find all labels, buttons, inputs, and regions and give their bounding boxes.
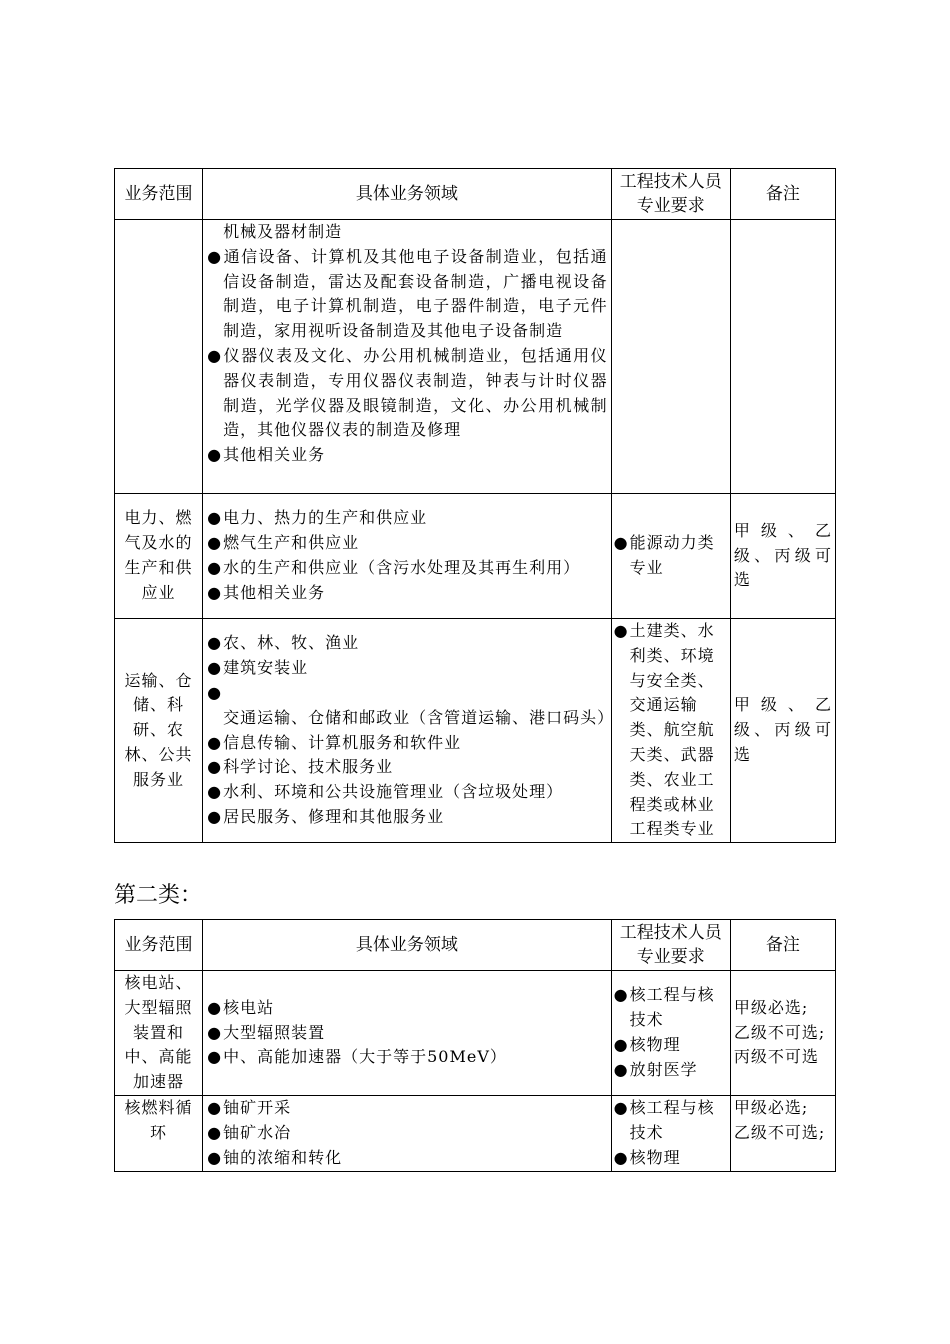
bullet-icon: ● xyxy=(207,1047,223,1067)
section-title: 第二类： xyxy=(114,883,203,908)
bullet-icon: ● xyxy=(613,1098,629,1117)
bullet-icon: ● xyxy=(207,345,223,365)
bullet-icon: ● xyxy=(613,985,629,1005)
table-row xyxy=(115,619,836,843)
note-cell xyxy=(730,220,835,494)
requirement-list xyxy=(614,619,728,842)
bullet-icon: ● xyxy=(207,1022,223,1042)
table-row xyxy=(115,1096,836,1172)
note-cell xyxy=(730,1096,835,1172)
requirement-list xyxy=(614,983,728,1082)
requirement-cell xyxy=(611,220,730,494)
note-cell: 甲级、乙级、丙级可选 xyxy=(730,619,835,843)
field-cell xyxy=(203,619,615,843)
list-item: ●燃气生产和供应业 xyxy=(207,531,608,556)
list-item: ●放射医学 xyxy=(614,1058,728,1083)
note-line: 丙级不可选 xyxy=(733,1047,819,1067)
note-line: 甲级必选; xyxy=(733,997,809,1017)
field-list xyxy=(207,245,608,468)
table-header-row xyxy=(115,920,836,971)
bullet-icon: ● xyxy=(207,682,223,702)
requirement-cell xyxy=(611,1096,730,1172)
list-item: ●核物理 xyxy=(614,1033,728,1058)
requirement-cell xyxy=(611,971,730,1096)
field-cell xyxy=(203,494,612,619)
list-item: ●铀的浓缩和转化 xyxy=(207,1146,608,1171)
bullet-icon: ● xyxy=(207,1122,223,1142)
field-cell xyxy=(203,971,612,1096)
note-line: 甲级必选; xyxy=(733,1098,809,1117)
list-item: ●铀矿水冶 xyxy=(207,1121,608,1146)
bullet-icon: ● xyxy=(207,508,223,528)
field-cell xyxy=(203,220,612,494)
list-item: ●水利、环境和公共设施管理业（含垃圾处理） xyxy=(207,780,608,805)
bullet-icon: ● xyxy=(613,1035,629,1054)
list-item: ●核工程与核技术 xyxy=(613,1098,715,1142)
header-field: 具体业务领域 xyxy=(203,920,612,971)
requirement-list xyxy=(614,531,728,581)
bullet-icon: ● xyxy=(207,1098,223,1117)
bullet-icon: ● xyxy=(207,658,223,678)
list-item: ●土建类、水利类、环境与安全类、交通运输类、航空航天类、武器类、农业工程类或林业工程类专业 xyxy=(613,621,715,839)
table-row xyxy=(115,971,836,1096)
bullet-icon: ● xyxy=(207,782,223,802)
header-requirement xyxy=(611,169,730,220)
bullet-icon: ● xyxy=(613,1059,629,1079)
bullet-icon: ● xyxy=(613,621,629,640)
list-item: ●电力、热力的生产和供应业 xyxy=(207,506,608,531)
list-item: ●科学讨论、技术服务业 xyxy=(207,755,608,780)
bullet-icon: ● xyxy=(207,246,223,266)
table-category-1 xyxy=(114,168,836,843)
list-item: ●大型辐照装置 xyxy=(207,1021,608,1046)
table-header-row xyxy=(115,169,836,220)
bullet-icon: ● xyxy=(207,558,223,577)
bullet-icon: ● xyxy=(207,582,223,602)
list-item: ●水的生产和供应业（含污水处理及其再生利用） xyxy=(207,556,608,581)
bullet-icon: ● xyxy=(207,757,223,777)
header-field: 具体业务领域 xyxy=(203,169,612,220)
field-list xyxy=(207,631,615,829)
header-note: 备注 xyxy=(730,169,835,220)
header-requirement-line1: 工程技术人员 xyxy=(619,923,722,943)
scope-cell: 电力、燃气及水的生产和供应业 xyxy=(115,494,203,619)
bullet-icon: ● xyxy=(207,533,223,553)
bullet-icon: ● xyxy=(613,1147,629,1167)
note-line: 乙级不可选; xyxy=(733,1122,826,1142)
list-item: ●交通运输、仓储和邮政业（含管道运输、港口码头） xyxy=(207,682,615,727)
scope-cell: 运输、仓储、科研、农林、公共服务业 xyxy=(115,619,203,843)
list-item: ●核物理 xyxy=(614,1146,728,1171)
bullet-icon: ● xyxy=(207,732,223,752)
note-cell xyxy=(730,971,835,1096)
list-item: ●通信设备、计算机及其他电子设备制造业，包括通信设备制造，雷达及配套设备制造，广播电视设备制造，电子计算机制造，电子器件制造，电子元件制造，家用视听设备制造及其他电子设备制造 xyxy=(207,246,608,341)
list-item: ●居民服务、修理和其他服务业 xyxy=(207,805,608,830)
requirement-list xyxy=(614,1096,728,1170)
list-item: ●其他相关业务 xyxy=(207,443,608,468)
note-cell: 甲级、乙级、丙级可选 xyxy=(730,494,835,619)
table-row xyxy=(115,494,836,619)
header-requirement-line2: 专业要求 xyxy=(636,947,705,967)
list-item: ●信息传输、计算机服务和软件业 xyxy=(207,731,608,756)
list-item: ●中、高能加速器（大于等于50MeV） xyxy=(207,1045,608,1070)
bullet-icon: ● xyxy=(207,445,223,465)
list-item: ●能源动力类专业 xyxy=(613,533,715,577)
table-row xyxy=(115,220,836,494)
header-requirement xyxy=(611,920,730,971)
requirement-cell xyxy=(611,494,730,619)
scope-cell: 核电站、大型辐照装置和中、高能加速器 xyxy=(115,971,203,1096)
list-item: ●建筑安装业 xyxy=(207,656,608,681)
list-item: ●铀矿开采 xyxy=(207,1096,608,1121)
field-list xyxy=(207,1096,608,1170)
list-item: ●农、林、牧、渔业 xyxy=(207,631,608,656)
bullet-icon: ● xyxy=(207,633,223,653)
header-scope: 业务范围 xyxy=(115,920,203,971)
field-list xyxy=(207,996,608,1070)
note-line: 乙级不可选; xyxy=(733,1022,826,1042)
field-list xyxy=(207,506,608,605)
table-category-2 xyxy=(114,919,836,1172)
list-item: ●核电站 xyxy=(207,996,608,1021)
scope-cell: 核燃料循环 xyxy=(115,1096,203,1172)
bullet-icon: ● xyxy=(207,1147,223,1167)
requirement-cell xyxy=(611,619,730,843)
list-item: ●核工程与核技术 xyxy=(613,985,715,1030)
bullet-icon: ● xyxy=(207,997,223,1017)
header-note: 备注 xyxy=(730,920,835,971)
list-item: ●其他相关业务 xyxy=(207,581,608,606)
list-item: ●仪器仪表及文化、办公用机械制造业，包括通用仪器仪表制造，专用仪器仪表制造，钟表与计时仪器制造，光学仪器及眼镜制造，文化、办公用机械制造，其他仪器仪表的制造及修理 xyxy=(207,345,608,440)
field-cell xyxy=(203,1096,612,1172)
bullet-icon: ● xyxy=(207,806,223,826)
header-requirement-line1: 工程技术人员 xyxy=(619,172,722,192)
continued-line: 机械及器材制造 xyxy=(223,222,343,241)
header-requirement-line2: 专业要求 xyxy=(636,196,705,216)
bullet-icon: ● xyxy=(613,533,629,553)
scope-cell xyxy=(115,220,203,494)
header-scope: 业务范围 xyxy=(115,169,203,220)
